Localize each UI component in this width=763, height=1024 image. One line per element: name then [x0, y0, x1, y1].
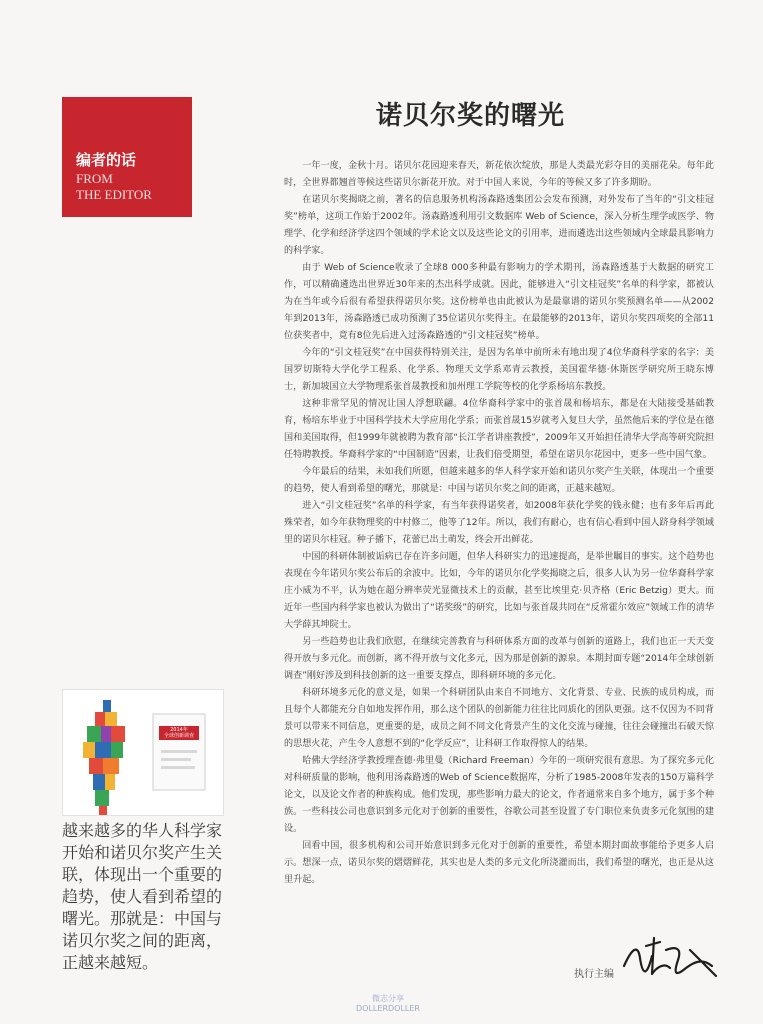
- article-paragraph: 今年最后的结果，未如我们所愿，但越来越多的华人科学家开始和诺贝尔奖产生关联，体现出一个重要的趋势，使人看到希望的曙光，那就是：中国与诺贝尔奖之间的距离，正越来越短。: [284, 467, 714, 494]
- article-paragraph: 中国的科研体制被诟病已存在许多问题，但华人科研实力的迅速提高，是举世瞩目的事实。这个趋势也表现在今年诺贝尔奖公布后的余波中。比如，今年的诺贝尔化学奖揭晓之后，很多人认为另一位华裔科学家庄小威为不平，认为她在超分辨率荧光显微技术上的贡献，甚至比埃里克·贝齐格（Eric Betzig）更大。而近年一些国内科学家也被认为做出了“诺奖级”的研究，比如与张首晟共同在“反常霍尔效应”领域工作的清华大学薛其坤院士。: [284, 552, 714, 630]
- article-paragraph: 由于 Web of Science收录了全球8 000多种最有影响力的学术期刊，汤森路透基于大数据的研究工作，可以精确遴选出世界近30年来的杰出科学成就。因此，能够进入“引文桂冠奖”名单的科学家，都被认为在当年或今后很有希望获得诺贝尔奖。这份榜单也由此被认为是最靠谱的诺贝尔奖预测名单——从2002年到2013年，汤森路透已成功预测了35位诺贝尔奖得主。在最能够的2013年，诺贝尔奖四项奖的全部11位获奖者中，竟有8位先后进入过汤森路透的“引文桂冠奖”榜单。: [284, 263, 714, 341]
- signature-label: 执行主编: [574, 969, 614, 980]
- article-body: [284, 158, 714, 889]
- article-title: 诺贝尔奖的曙光: [376, 101, 566, 131]
- article-paragraph: 今年的“引文桂冠奖”在中国获得特别关注，是因为名单中前所未有地出现了4位华裔科学家的名字：美国罗切斯特大学化学工程系、化学系、物理天文学系邓青云教授，美国霍华德·休斯医学研究所王晓东博士，新加坡国立大学物理系张首晟教授和加州理工学院等校的化学系杨培东教授。: [284, 348, 714, 392]
- footer-line1: 微志分享: [372, 994, 404, 1003]
- article-paragraph: 在诺贝尔奖揭晓之前，著名的信息服务机构汤森路透集团公会发布预测，对外发布了当年的“引文桂冠奖”榜单，这项工作始于2002年。汤森路透利用引文数据库 Web of Science，深入分析生理学或医学、物理学、化学和经济学这四个领域的学术论文以及这些论文的引用率，进而遴选出这些领域内全球最具影响力的科学家。: [284, 195, 714, 256]
- thumbnail-badge-line2: 全球创新调查: [163, 733, 194, 739]
- article-paragraph: 这种非常罕见的情况让国人浮想联翩。4位华裔科学家中的张首晟和杨培东，都是在大陆接受基础教育，杨培东毕业于中国科学技术大学应用化学系；而张首晟15岁就考入复旦大学，虽然他后来的学位是在德国和美国取得，但1999年就被聘为教育部“长江学者讲座教授”，2009年又开始担任清华大学高等研究院担任特聘教授。华裔科学家的“中国制造”因素，让我们倍受期望，希望在诺贝尔花园中，更多一些中国气象。: [284, 399, 714, 460]
- article-paragraph: 科研环境多元化的意义是，如果一个科研团队由来自不同地方、文化背景、专业、民族的成员构成，而且每个人都能充分自如地发挥作用，那么这个团队的创新能力往往比同质化的团队更强。这不仅因为不同背景可以带来不同信息，更重要的是，成员之间不同文化背景产生的文化交流与碰撞，往往会碰撞出石破天惊的思想火花，产生令人意想不到的“化学反应”，让科研工作取得惊人的结果。: [284, 688, 714, 749]
- cover-thumbnail: [62, 689, 224, 816]
- editor-section-block: [62, 97, 192, 217]
- thumbnail-badge-line1: 2014年: [170, 727, 188, 733]
- pull-quote: 越来越多的华人科学家开始和诺贝尔奖产生关联，体现出一个重要的趋势，使人看到希望的曙光。那就是：中国与诺贝尔奖之间的距离，正越来越短。: [62, 821, 223, 972]
- section-label-en-line2: THE EDITOR: [76, 187, 152, 202]
- article-paragraph: 回看中国，很多机构和公司开始意识到多元化对于创新的重要性，希望本期封面故事能给予更多人启示。想深一点，诺贝尔奖的熠熠鲜花，其实也是人类的多元文化所浇灌而出，我们希望的曙光，也正是从这里升起。: [284, 841, 714, 885]
- article-paragraph: 一年一度，金秋十月。诺贝尔花园迎来春天，新花依次绽放，那是人类最光彩夺目的美丽花朵。每年此时，全世界都翘首等候这些诺贝尔新花开放。对于中国人来说，今年的等候又多了许多期盼。: [284, 161, 714, 188]
- article-paragraph: 哈佛大学经济学教授理查德·弗里曼（Richard Freeman）今年的一项研究很有意思。为了探究多元化对科研质量的影响，他利用汤森路透的Web of Science数据库，分析了1985-2008年发表的150万篇科学论文，以及论文作者的种族构成。他们发现，那些影响力最大的论文，作者通常来自多个地方，属于多个种族。一些科技公司也意识到多元化对于创新的重要性，谷歌公司甚至设置了专门职位来负责多元化氛围的建设。: [284, 756, 714, 834]
- article-paragraph: 另一些趋势也让我们欣慰，在继续完善教育与科研体系方面的改革与创新的道路上，我们也正一天天变得开放与多元化。而创新，离不得开放与文化多元，因为那是创新的源泉。本期封面专题“2014年全球创新调查”刚好涉及到科技创新的这一重要支撑点，即科研环境的多元化。: [284, 637, 714, 681]
- section-label-cn: 编者的话: [76, 151, 137, 169]
- section-label-en-line1: FROM: [76, 171, 113, 186]
- cover-illustration: [63, 690, 223, 815]
- section-label-en: [76, 171, 152, 203]
- footer-watermark: [338, 994, 438, 1014]
- footer-line2: DOLLERDOLLER: [356, 1004, 420, 1013]
- thumbnail-badge: [159, 727, 199, 739]
- handwritten-signature: [616, 928, 726, 988]
- article-paragraph: 进入“引文桂冠奖”名单的科学家，有当年获得诺奖者，如2008年获化学奖的钱永健；也有多年后再此殊荣者，如今年获物理奖的中村修二，他等了12年。所以，我们有耐心，也有信心看到中国人跻身科学领域里的诺贝尔桂冠。种子播下，花蕾已出土萌发，终会开出鲜花。: [284, 501, 714, 545]
